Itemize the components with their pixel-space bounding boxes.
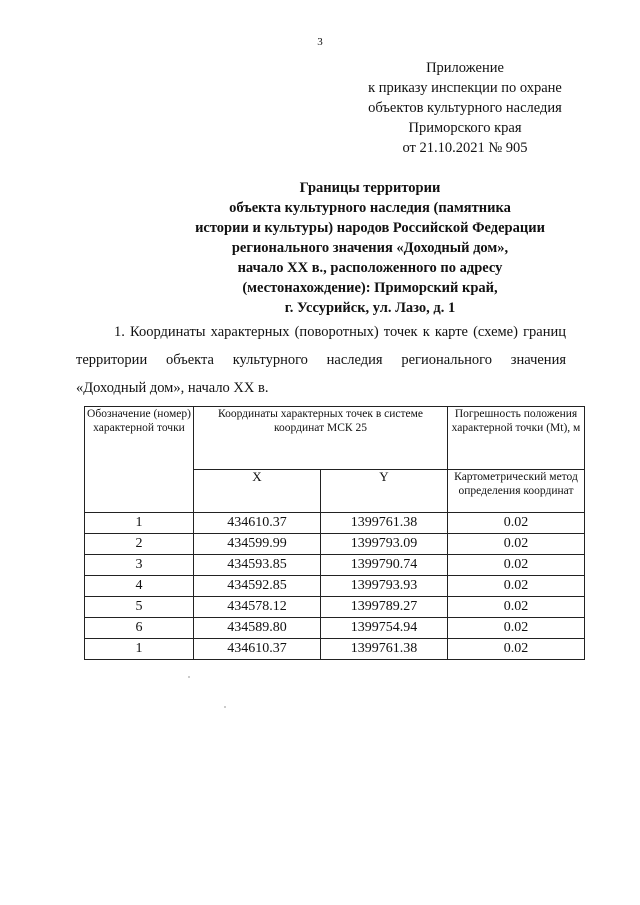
point-number: 2 — [85, 534, 194, 555]
error-value: 0.02 — [448, 513, 585, 534]
error-value: 0.02 — [448, 639, 585, 660]
title-line: Границы территории — [299, 180, 441, 196]
appendix-line: объектов культурного наследия — [368, 100, 562, 116]
error-value: 0.02 — [448, 576, 585, 597]
title-line: г. Уссурийск, ул. Лазо, д. 1 — [284, 300, 456, 316]
point-number: 4 — [85, 576, 194, 597]
table-row — [85, 555, 585, 576]
appendix-line: Приложение — [426, 60, 504, 76]
scan-speck — [224, 706, 226, 708]
coord-y: 1399754.94 — [321, 618, 448, 639]
table-row — [85, 597, 585, 618]
coord-x: 434592.85 — [194, 576, 321, 597]
paragraph-line: территории объекта культурного наследия регионального значения — [76, 352, 566, 368]
point-number: 3 — [85, 555, 194, 576]
header-method: Картометрический метод определения координат — [448, 470, 585, 513]
appendix-line: от 21.10.2021 № 905 — [402, 140, 528, 156]
title-line: объекта культурного наследия (памятника — [229, 200, 511, 216]
coord-x: 434610.37 — [194, 513, 321, 534]
appendix-header — [340, 58, 590, 158]
coord-y: 1399789.27 — [321, 597, 448, 618]
title-line: начало XX в., расположенного по адресу — [237, 260, 503, 276]
title-line: регионального значения «Доходный дом», — [231, 240, 509, 256]
appendix-line: Приморского края — [408, 120, 522, 136]
table-row — [85, 639, 585, 660]
table-row — [85, 618, 585, 639]
coord-y: 1399793.09 — [321, 534, 448, 555]
table-row — [85, 534, 585, 555]
error-value: 0.02 — [448, 597, 585, 618]
point-number: 5 — [85, 597, 194, 618]
error-value: 0.02 — [448, 534, 585, 555]
paragraph-line: «Доходный дом», начало XX в. — [76, 380, 269, 396]
title-line: (местонахождение): Приморский край, — [242, 280, 498, 296]
appendix-line: к приказу инспекции по охране — [368, 80, 562, 96]
error-value: 0.02 — [448, 555, 585, 576]
coord-y: 1399761.38 — [321, 513, 448, 534]
header-x: X — [194, 470, 321, 513]
header-y: Y — [321, 470, 448, 513]
error-value: 0.02 — [448, 618, 585, 639]
coord-x: 434599.99 — [194, 534, 321, 555]
title-line: истории и культуры) народов Российской Федерации — [195, 220, 545, 236]
header-error: Погрешность положения характерной точки (Mt), м — [448, 407, 585, 470]
point-number: 1 — [85, 513, 194, 534]
point-number: 6 — [85, 618, 194, 639]
coord-x: 434578.12 — [194, 597, 321, 618]
table-row — [85, 576, 585, 597]
coord-y: 1399790.74 — [321, 555, 448, 576]
table-row — [85, 513, 585, 534]
page-number: 3 — [317, 36, 323, 48]
coord-y: 1399761.38 — [321, 639, 448, 660]
intro-paragraph — [76, 318, 566, 402]
paragraph-line: 1. Координаты характерных (поворотных) точек к карте (схеме) границ — [114, 324, 566, 340]
coord-x: 434610.37 — [194, 639, 321, 660]
header-coordinates: Координаты характерных точек в системе координат МСК 25 — [194, 407, 448, 470]
header-point-number: Обозначение (номер) характерной точки — [85, 407, 194, 513]
coord-x: 434593.85 — [194, 555, 321, 576]
coord-x: 434589.80 — [194, 618, 321, 639]
coord-y: 1399793.93 — [321, 576, 448, 597]
coordinates-table — [84, 406, 585, 660]
document-title — [120, 178, 620, 318]
scan-speck — [188, 676, 190, 678]
point-number: 1 — [85, 639, 194, 660]
